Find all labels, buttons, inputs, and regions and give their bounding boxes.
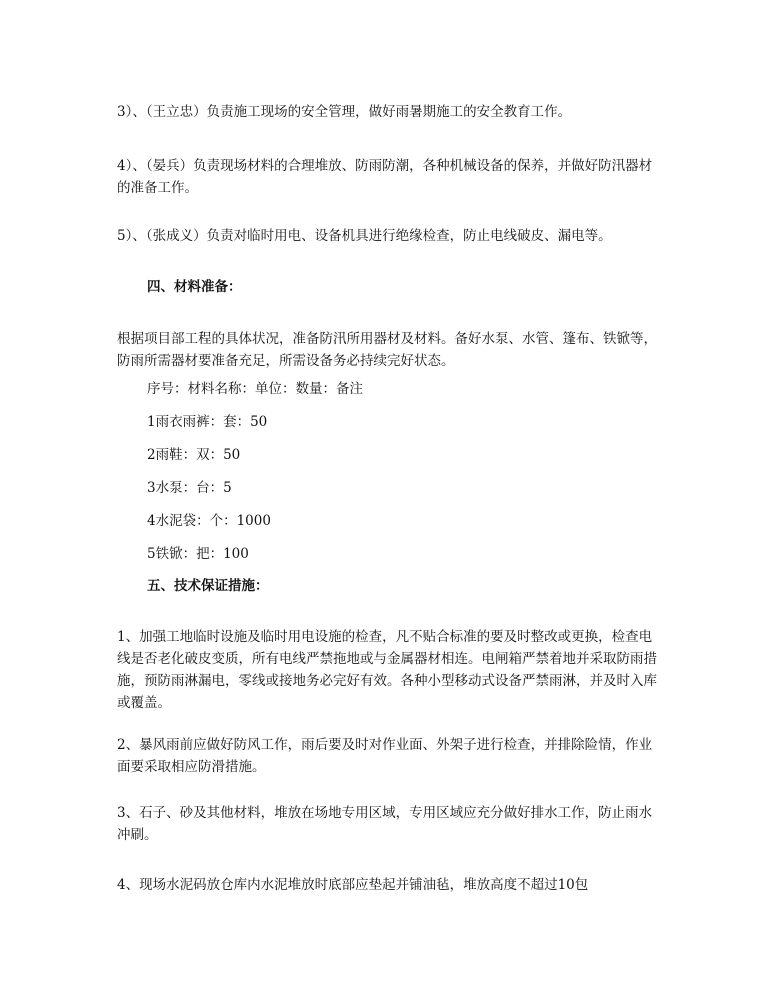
materials-table-header: 序号：材料名称：单位：数量：备注 xyxy=(147,381,363,397)
materials-list-item: 2雨鞋：双：50 xyxy=(147,447,241,463)
materials-list-item: 1雨衣雨裤：套：50 xyxy=(147,414,268,430)
paragraph-measure-1: 1、加强工地临时设施及临时用电设施的检查，凡不贴合标准的要及时整改或更换，检查电线是否老化破皮变质，所有电线严禁拖地或与金属器材相连。电闸箱严禁着地并采取防雨措施，预防雨淋漏电，零线或接地务必完好有效。各种小型移动式设备严禁雨淋，并及时入库或覆盖。 xyxy=(117,629,657,711)
paragraph-measure-3: 3、石子、砂及其他材料，堆放在场地专用区域，专用区域应充分做好排水工作，防止雨水冲刷。 xyxy=(117,805,653,843)
paragraph-materials-intro: 根据项目部工程的具体状况，准备防汛所用器材及材料。备好水泵、水管、篷布、铁锨等，防雨所需器材要准备充足，所需设备务必持续完好状态。 xyxy=(117,331,657,369)
paragraph-responsibility-5: 5）、（张成义）负责对临时用电、设备机具进行绝缘检查，防止电线破皮、漏电等。 xyxy=(117,228,612,244)
materials-list-item: 5铁锨：把：100 xyxy=(147,546,249,562)
paragraph-responsibility-4: 4）、（晏兵）负责现场材料的合理堆放、防雨防潮，各种机械设备的保养，并做好防汛器材的准备工作。 xyxy=(117,158,653,196)
section-heading-materials: 四、材料准备： xyxy=(147,279,242,295)
paragraph-measure-4: 4、现场水泥码放仓库内水泥堆放时底部应垫起并铺油毡，堆放高度不超过10包 xyxy=(117,877,589,893)
section-heading-technical-measures: 五、技术保证措施： xyxy=(147,578,269,594)
materials-list-item: 4水泥袋：个：1000 xyxy=(147,513,271,529)
materials-list-item: 3水泵：台：5 xyxy=(147,480,232,496)
paragraph-measure-2: 2、暴风雨前应做好防风工作，雨后要及时对作业面、外架子进行检查，并排除险情，作业面要采取相应防滑措施。 xyxy=(117,737,653,775)
paragraph-responsibility-3: 3）、（王立忠）负责施工现场的安全管理，做好雨暑期施工的安全教育工作。 xyxy=(117,104,572,120)
